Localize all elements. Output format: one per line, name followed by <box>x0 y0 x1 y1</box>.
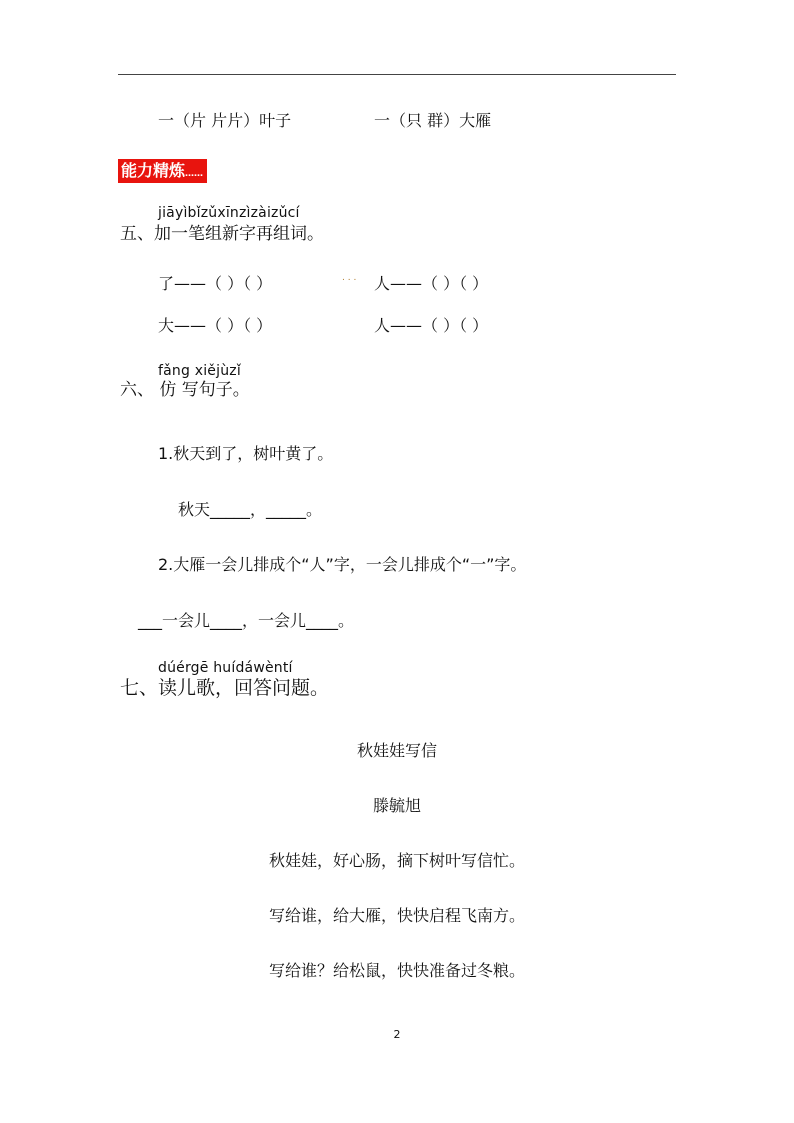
section-badge-label: 能力精炼 <box>121 161 186 180</box>
q6-item1: 1.秋天到了，树叶黄了。 <box>158 444 334 463</box>
section-badge-dots: …… <box>185 169 204 179</box>
q5-row1-left: 了——（ ）（ ） <box>158 274 273 293</box>
q5-heading: 五、加一笔组新字再组词。 <box>120 224 324 244</box>
q5-pinyin: jiāyìbǐzǔxīnzìzàizǔcí <box>158 205 300 221</box>
header-rule <box>118 74 676 75</box>
q7-heading: 七、读儿歌，回答问题。 <box>120 677 330 699</box>
page-number: 2 <box>393 1028 401 1041</box>
q5-row1-mark: . . . <box>342 273 357 283</box>
section-badge <box>118 159 207 183</box>
poem-line: 写给谁？给松鼠，快快准备过冬粮。 <box>268 961 525 980</box>
poem-line: 写给谁，给大雁，快快启程飞南方。 <box>268 906 525 925</box>
poem-title: 秋娃娃写信 <box>356 741 437 760</box>
poem-line: 秋娃娃，好心肠，摘下树叶写信忙。 <box>268 851 525 870</box>
q5-row1-right: 人——（ ）（ ） <box>374 274 489 293</box>
q6-pinyin: fǎng xiějùzǐ <box>158 363 241 379</box>
q6-item2: 2.大雁一会儿排成个“人”字，一会儿排成个“一”字。 <box>158 555 527 574</box>
measure-word-left: 一（片 片片）叶子 <box>158 111 292 130</box>
q5-row2-left: 大——（ ）（ ） <box>158 316 273 335</box>
q6-item2-fill: ___一会儿____，一会儿____。 <box>138 611 355 630</box>
q5-row2-right: 人——（ ）（ ） <box>374 316 489 335</box>
q6-item1-fill: 秋天_____，_____。 <box>178 500 323 519</box>
q6-heading: 六、 仿 写句子。 <box>120 380 250 400</box>
measure-word-right: 一（只 群）大雁 <box>374 111 492 130</box>
poem-author: 滕毓旭 <box>372 796 421 815</box>
q7-pinyin: dúérgē huídáwèntí <box>158 660 293 676</box>
